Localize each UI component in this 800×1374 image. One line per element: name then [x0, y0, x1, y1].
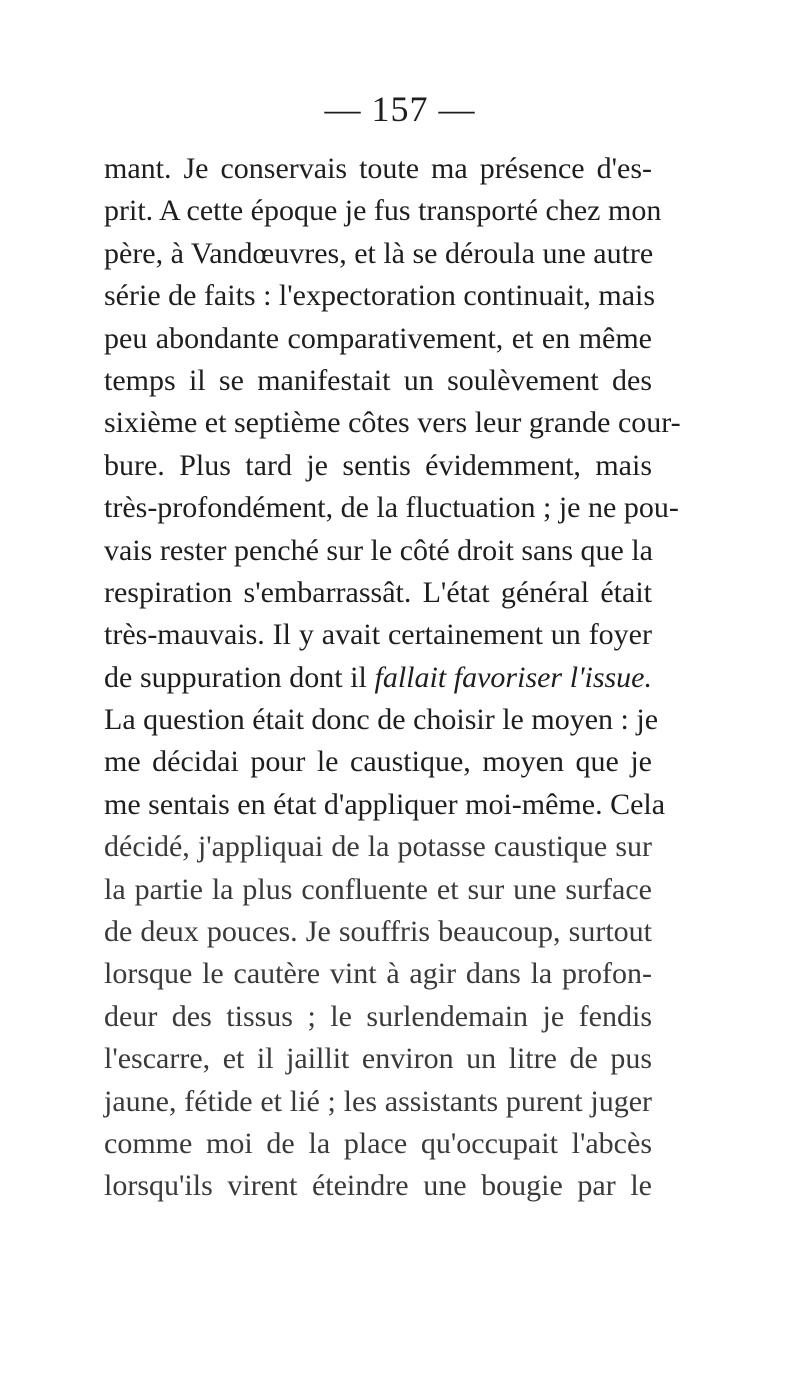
text-line: la partie la plus confluente et sur une surface: [104, 872, 652, 906]
text-line-with-italic: [104, 657, 652, 699]
text-line: décidé, j'appliquai de la potasse caustique sur: [104, 830, 652, 864]
body-text: [104, 148, 681, 1208]
text-line-roman-part: de suppuration dont il: [104, 660, 367, 694]
page-number: — 157 —: [324, 89, 476, 129]
text-line: comme moi de la place qu'occupait l'abcès: [104, 1126, 652, 1160]
text-line: père, à Vandœuvres, et là se déroula une autre: [104, 236, 654, 270]
text-line: l'escarre, et il jaillit environ un litre de pus: [104, 1042, 652, 1076]
text-line: lorsqu'ils virent éteindre une bougie par le: [104, 1169, 652, 1203]
text-line: vais rester penché sur le côté droit sans que la: [104, 533, 653, 567]
text-line: prit. A cette époque je fus transporté chez mon: [104, 194, 662, 228]
text-line: de deux pouces. Je souffris beaucoup, surtout: [104, 915, 652, 949]
text-line: sixième et septième côtes vers leur grande cour-: [104, 406, 681, 440]
text-line: très-profondément, de la fluctuation ; je ne pou-: [104, 491, 679, 525]
text-line: bure. Plus tard je sentis évidemment, mais: [104, 448, 652, 482]
text-line: La question était donc de choisir le moyen : je: [104, 703, 659, 737]
text-line: lorsque le cautère vint à agir dans la profon-: [104, 957, 652, 991]
text-line: jaune, fétide et lié ; les assistants purent juger: [104, 1084, 652, 1118]
text-line: temps il se manifestait un soulèvement des: [104, 363, 652, 397]
text-line: deur des tissus ; le surlendemain je fendis: [104, 999, 652, 1033]
text-line: peu abondante comparativement, et en même: [104, 321, 652, 355]
text-line: me sentais en état d'appliquer moi-même. Cela: [104, 787, 666, 821]
text-line: me décidai pour le caustique, moyen que je: [104, 745, 652, 779]
italic-phrase: fallait favoriser l'issue.: [374, 660, 652, 694]
text-line: respiration s'embarrassât. L'état général était: [104, 575, 652, 609]
text-line: très-mauvais. Il y avait certainement un foyer: [104, 618, 652, 652]
text-line: série de faits : l'expectoration continuait, mais: [104, 279, 656, 313]
text-line: mant. Je conservais toute ma présence d'es-: [104, 152, 652, 185]
